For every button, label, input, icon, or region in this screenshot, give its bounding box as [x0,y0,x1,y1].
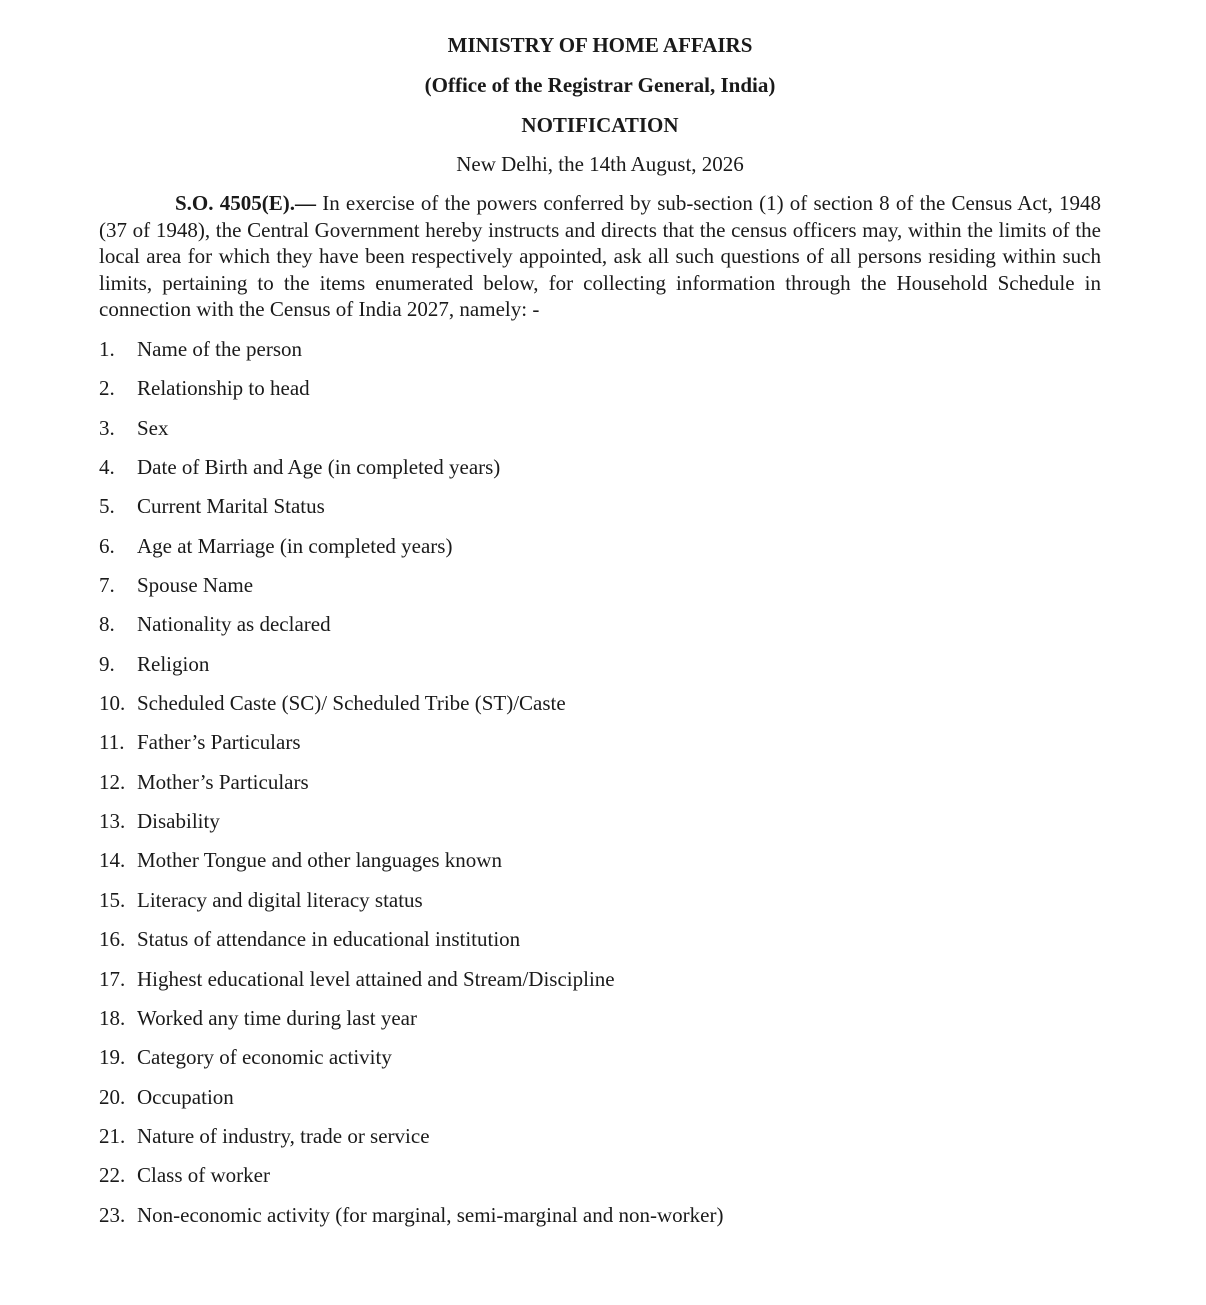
list-item [99,808,723,847]
item-text: Class of worker [137,1163,270,1188]
list-item [99,690,723,729]
item-text: Category of economic activity [137,1045,392,1070]
ministry-heading: MINISTRY OF HOME AFFAIRS [447,33,753,57]
item-text: Literacy and digital literacy status [137,887,423,912]
notification-title: NOTIFICATION [521,113,679,137]
item-number: 17. [99,966,126,991]
list-item [99,336,723,375]
item-number: 9. [99,651,115,676]
item-number: 3. [99,415,115,440]
office-subheading: (Office of the Registrar General, India) [424,73,776,97]
place-date-line: New Delhi, the 14th August, 2026 [456,152,744,176]
item-text: Mother’s Particulars [137,769,309,794]
list-item [99,415,723,454]
item-number: 23. [99,1202,126,1227]
list-item [99,1084,723,1123]
item-text: Religion [137,651,210,676]
item-number: 10. [99,691,126,716]
list-item [99,1123,723,1162]
item-text: Nationality as declared [137,612,331,637]
list-item [99,375,723,414]
list-item [99,769,723,808]
item-number: 11. [99,730,125,755]
list-item [99,611,723,650]
item-text: Relationship to head [137,376,310,401]
item-text: Age at Marriage (in completed years) [137,533,453,558]
item-text: Worked any time during last year [137,1005,417,1030]
paragraph-text: In exercise of the powers conferred by sub-section (1) of section 8 of the Census Act, 1948 (37 of 1948), the Central Government hereby instructs and directs that the census officers may, within the limits of the local area for which they have been respectively appointed, ask all such questions of all persons residing within such limits, pertaining to the items enumerated below, for collecting information through the Household Schedule in connection with the Census of India 2027, namely: - [99,191,1101,321]
item-text: Highest educational level attained and Stream/Discipline [137,966,615,991]
item-number: 1. [99,337,115,361]
list-item [99,1044,723,1083]
list-item [99,847,723,886]
item-number: 14. [99,848,126,873]
list-item [99,966,723,1005]
item-number: 20. [99,1084,126,1109]
so-dash: — [294,191,316,215]
item-text: Non-economic activity (for marginal, semi-marginal and non-worker) [137,1202,724,1227]
list-item [99,1162,723,1201]
item-text: Spouse Name [137,573,254,598]
list-item [99,454,723,493]
item-text: Mother Tongue and other languages known [137,848,502,873]
item-number: 21. [99,1123,126,1148]
item-number: 8. [99,612,115,637]
item-number: 22. [99,1163,126,1188]
item-number: 7. [99,573,115,598]
item-text: Nature of industry, trade or service [137,1123,430,1148]
item-text: Name of the person [137,337,303,361]
item-number: 5. [99,494,115,519]
item-text: Status of attendance in educational institution [137,927,521,952]
item-number: 13. [99,809,126,834]
item-number: 15. [99,887,126,912]
list-item [99,651,723,690]
item-number: 16. [99,927,126,952]
so-number: S.O. 4505(E). [175,191,295,215]
list-item [99,493,723,532]
list-item [99,572,723,611]
item-number: 18. [99,1005,126,1030]
item-number: 6. [99,533,115,558]
list-item [99,729,723,768]
notification-paragraph [99,190,1101,323]
item-text: Disability [137,809,220,834]
list-item [99,887,723,926]
item-text: Father’s Particulars [137,730,301,755]
enumerated-items-list [99,336,723,1241]
list-item [99,1005,723,1044]
item-number: 19. [99,1045,126,1070]
list-item [99,926,723,965]
item-text: Date of Birth and Age (in completed years) [137,455,501,480]
item-text: Sex [137,415,169,440]
item-text: Current Marital Status [137,494,325,519]
item-text: Scheduled Caste (SC)/ Scheduled Tribe (ST)/Caste [137,691,566,716]
list-item [99,533,723,572]
item-number: 4. [99,455,115,480]
item-text: Occupation [137,1084,234,1109]
list-item [99,1202,723,1241]
item-number: 12. [99,769,126,794]
item-number: 2. [99,376,115,401]
